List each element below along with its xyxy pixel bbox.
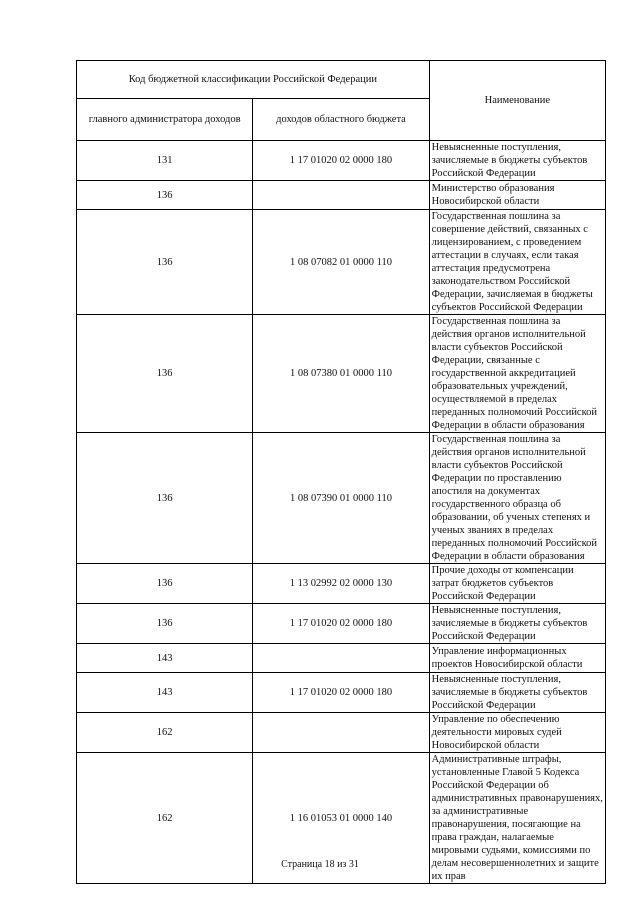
income-name: Управление по обеспечению деятельности мировых судей Новосибирской области xyxy=(429,713,605,753)
income-name: Государственная пошлина за действия органов исполнительной власти субъектов Российской Федерации по проставлению апостиля на документах государственного образца об образовании, об ученых степенях и ученых званиях в пределах переданных полномочий Российской Федерации в области образования xyxy=(429,433,605,564)
admin-code: 136 xyxy=(77,210,253,315)
income-name: Государственная пошлина за совершение действий, связанных с лицензированием, с проведением аттестации в случаях, если такая аттестация предусмотрена законодательством Российской Федерации, зачисляемая в бюджеты субъектов Российской Федерации xyxy=(429,210,605,315)
income-code: 1 17 01020 02 0000 180 xyxy=(253,604,429,644)
budget-classification-table xyxy=(76,60,606,884)
admin-code: 143 xyxy=(77,673,253,713)
admin-code: 162 xyxy=(77,713,253,753)
income-code xyxy=(253,644,429,673)
table-row xyxy=(77,713,606,753)
header-admin: главного администратора доходов xyxy=(77,99,253,141)
header-income: доходов областного бюджета xyxy=(253,99,429,141)
header-group: Код бюджетной классификации Российской Федерации xyxy=(77,61,430,99)
income-name: Невыясненные поступления, зачисляемые в бюджеты субъектов Российской Федерации xyxy=(429,604,605,644)
admin-code: 136 xyxy=(77,181,253,210)
table-row xyxy=(77,141,606,181)
income-code: 1 17 01020 02 0000 180 xyxy=(253,141,429,181)
table-row xyxy=(77,673,606,713)
admin-code: 143 xyxy=(77,644,253,673)
table-row xyxy=(77,210,606,315)
income-name: Министерство образования Новосибирской области xyxy=(429,181,605,210)
income-code: 1 13 02992 02 0000 130 xyxy=(253,564,429,604)
page-number: Страница 18 из 31 xyxy=(281,859,359,870)
admin-code: 131 xyxy=(77,141,253,181)
admin-code: 136 xyxy=(77,564,253,604)
header-name: Наименование xyxy=(429,61,605,141)
table-row xyxy=(77,604,606,644)
table-row xyxy=(77,564,606,604)
admin-code: 136 xyxy=(77,315,253,433)
admin-code: 162 xyxy=(77,753,253,884)
income-code xyxy=(253,181,429,210)
admin-code: 136 xyxy=(77,604,253,644)
income-name: Управление информационных проектов Новосибирской области xyxy=(429,644,605,673)
income-code: 1 16 01053 01 0000 140 xyxy=(253,753,429,884)
income-name: Государственная пошлина за действия органов исполнительной власти субъектов Российской Федерации, связанные с государственной аккредитацией образовательных учреждений, осуществляемой в пределах переданных полномочий Российской Федерации в области образования xyxy=(429,315,605,433)
income-name: Прочие доходы от компенсации затрат бюджетов субъектов Российской Федерации xyxy=(429,564,605,604)
income-code: 1 08 07380 01 0000 110 xyxy=(253,315,429,433)
income-name: Административные штрафы, установленные Главой 5 Кодекса Российской Федерации об административных правонарушениях, за административные правонарушения, посягающие на права граждан, налагаемые мировыми судьями, комиссиями по делам несовершеннолетних и защите их прав xyxy=(429,753,605,884)
table-row xyxy=(77,181,606,210)
income-code: 1 08 07082 01 0000 110 xyxy=(253,210,429,315)
admin-code: 136 xyxy=(77,433,253,564)
income-code: 1 17 01020 02 0000 180 xyxy=(253,673,429,713)
income-name: Невыясненные поступления, зачисляемые в бюджеты субъектов Российской Федерации xyxy=(429,673,605,713)
income-code: 1 08 07390 01 0000 110 xyxy=(253,433,429,564)
table-row xyxy=(77,315,606,433)
table-row xyxy=(77,433,606,564)
income-code xyxy=(253,713,429,753)
table-row xyxy=(77,644,606,673)
income-name: Невыясненные поступления, зачисляемые в бюджеты субъектов Российской Федерации xyxy=(429,141,605,181)
